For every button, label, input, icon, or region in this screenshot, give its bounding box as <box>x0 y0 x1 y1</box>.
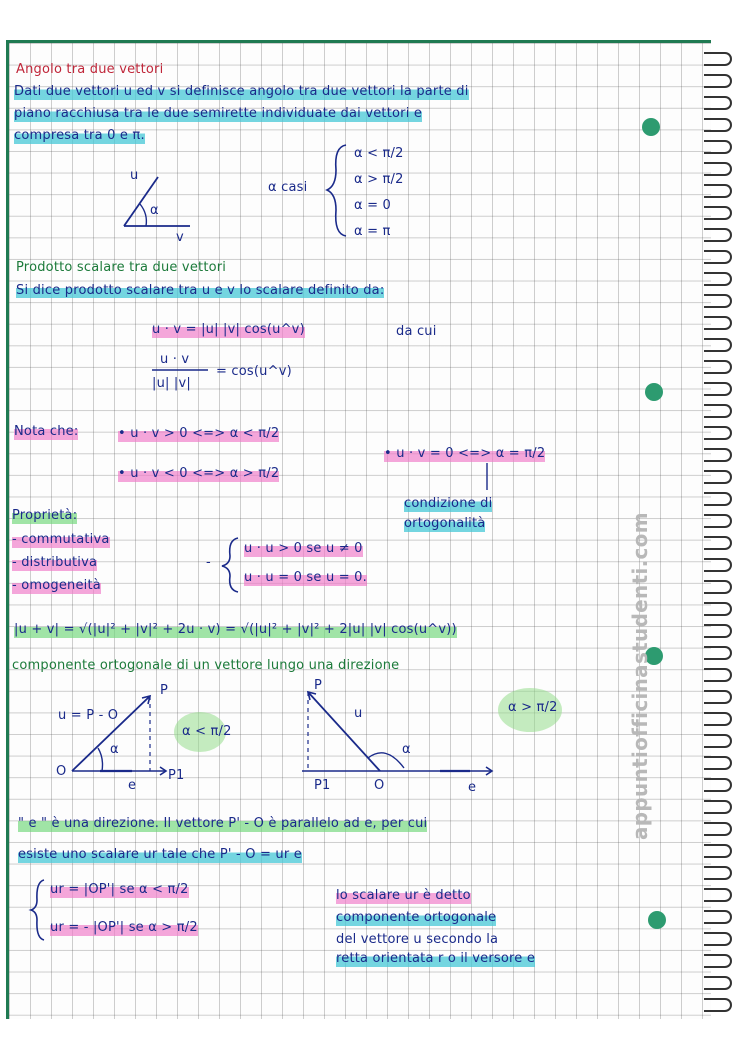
fig-angle-arc <box>140 204 146 226</box>
property-case: u · u = 0 se u = 0. <box>244 570 367 585</box>
fig-label: O <box>56 764 67 779</box>
component-case: ur = |OP'| se α < π/2 <box>50 882 189 897</box>
fig-label: u <box>130 168 139 183</box>
fraction-rhs: = cos(u^v) <box>216 364 292 379</box>
fig-label: P1 <box>314 778 331 793</box>
property-brace <box>222 538 238 592</box>
condition-label: condizione di <box>404 496 493 511</box>
text-line: " e " è una direzione. Il vettore P' - O è parallelo ad e, per cui <box>18 816 428 831</box>
component-case: ur = - |OP'| se α > π/2 <box>50 920 198 935</box>
property-item: - commutativa <box>12 532 110 547</box>
condition-label: ortogonalità <box>404 516 486 531</box>
text-line: Dati due vettori u ed v si definisce angolo tra due vettori la parte di <box>14 84 469 99</box>
cases-brace <box>327 145 346 236</box>
property-case: u · u > 0 se u ≠ 0 <box>244 541 363 556</box>
section-title-angle: Angolo tra due vettori <box>16 62 164 77</box>
note-item: • u · v = 0 <=> α = π/2 <box>384 446 546 461</box>
description-line: componente ortogonale <box>336 910 497 925</box>
properties-label: Proprietà: <box>12 508 78 523</box>
case-item: α > π/2 <box>354 172 404 187</box>
fig-label: v <box>176 230 184 245</box>
note-item: • u · v > 0 <=> α < π/2 <box>118 426 280 441</box>
text-line: Si dice prodotto scalare tra u e v lo scalare definito da: <box>16 283 385 298</box>
property-item: - omogeneità <box>12 578 101 593</box>
fig-label: α <box>150 203 159 218</box>
norm-formula: |u + v| = √(|u|² + |v|² + 2u · v) = √(|u|² + |v|² + 2|u| |v| cos(u^v)) <box>14 622 457 637</box>
formula: u · v = |u| |v| cos(u^v) <box>152 322 305 337</box>
fig-label: α <box>110 742 119 757</box>
description-line: del vettore u secondo la <box>336 932 499 947</box>
description-line: retta orientata r o il versore e <box>336 951 536 966</box>
bubble-text: α > π/2 <box>508 700 558 715</box>
section-title-dot-product: Prodotto scalare tra due vettori <box>16 260 227 275</box>
fig-label: e <box>128 778 137 793</box>
text-line: esiste uno scalare ur tale che P' - O = ur e <box>18 847 302 862</box>
property-item: - distributiva <box>12 555 98 570</box>
fig-label: u <box>354 706 363 721</box>
fig-label: α <box>402 742 411 757</box>
watermark: appuntiofficinastudenti.com <box>628 512 652 840</box>
note-label: Nota che: <box>14 424 79 439</box>
fig-label: e <box>468 780 477 795</box>
components-brace <box>31 880 44 940</box>
case-item: α = 0 <box>354 198 391 213</box>
fig-label: P <box>160 683 169 698</box>
text-line: piano racchiusa tra le due semirette individuate dai vettori e <box>14 106 423 121</box>
case-item: α = π <box>354 224 391 239</box>
fig-label: u = P - O <box>58 708 119 723</box>
text-line: compresa tra 0 e π. <box>14 128 145 143</box>
fraction-denominator: |u| |v| <box>152 376 191 391</box>
text-line: da cui <box>396 324 437 339</box>
cases-label: α casi <box>268 180 308 195</box>
fig-label: P <box>314 678 323 693</box>
bubble-text: α < π/2 <box>182 724 232 739</box>
fig3-vector-u <box>308 692 380 771</box>
fraction-numerator: u · v <box>160 352 190 367</box>
section-title-component: componente ortogonale di un vettore lungo una direzione <box>12 658 400 673</box>
note-item: • u · v < 0 <=> α > π/2 <box>118 466 280 481</box>
fig-label: O <box>374 778 385 793</box>
fig-label: P1 <box>168 768 185 783</box>
description-line: lo scalare ur è detto <box>336 888 471 903</box>
case-item: α < π/2 <box>354 146 404 161</box>
dash: - <box>206 555 211 570</box>
